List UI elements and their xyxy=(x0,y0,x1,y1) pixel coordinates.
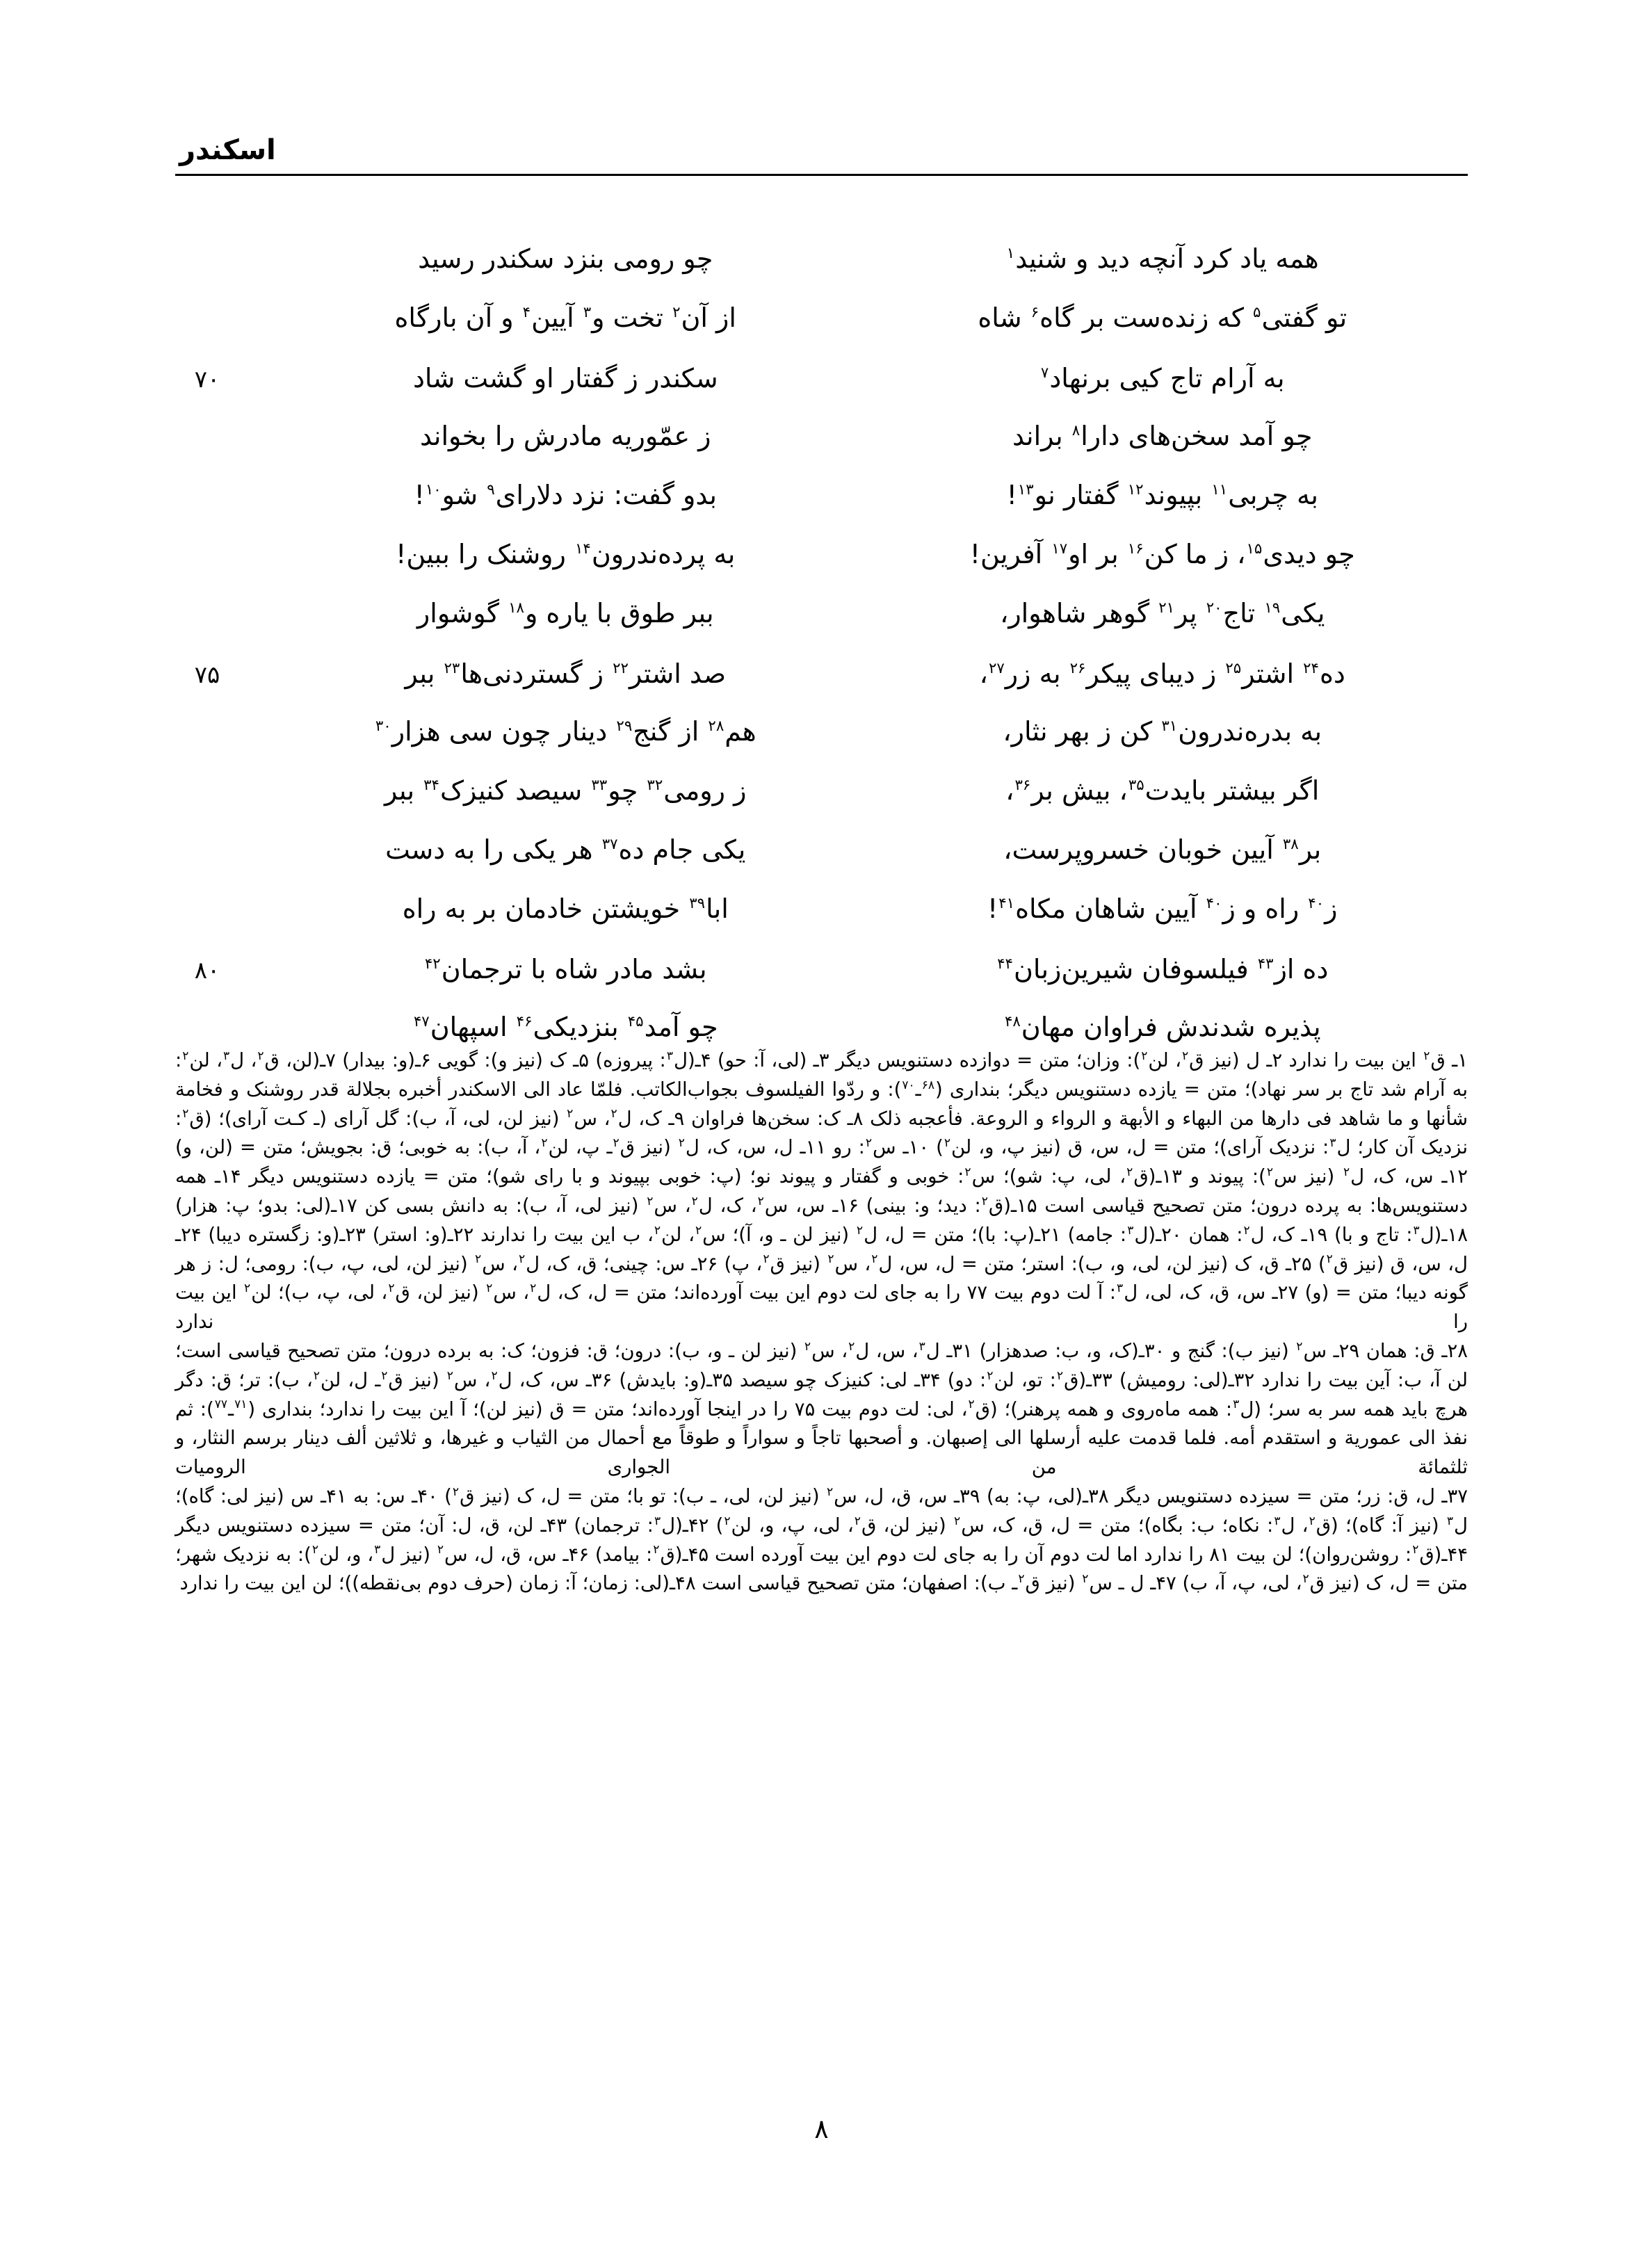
footnote-marker: ۲ xyxy=(182,1048,189,1063)
footnote-marker: ۲ xyxy=(827,1252,834,1267)
verse-hemistich-first: بشد مادر شاه با ترجمان$^{۴۲}$ xyxy=(424,954,707,985)
footnote-marker: ۲ xyxy=(530,1281,537,1296)
footnote-marker: ۲ xyxy=(848,1339,855,1354)
page-number: ۸ xyxy=(814,2114,829,2144)
verse-line-number xyxy=(175,265,239,268)
verse-hemistich-second: اگر بیشتر بایدت$^{۳۵}$، بیش بر$^{۳۶}$، xyxy=(1005,775,1320,806)
verse-row xyxy=(175,836,1468,895)
footnote-marker: ۳۹ xyxy=(689,895,706,913)
footnote-marker: ۳ xyxy=(1117,1281,1124,1296)
footnote-marker: ۷۰ xyxy=(902,1078,915,1092)
critical-apparatus xyxy=(175,1046,1468,1598)
verse-hemistich-second: چو آمد سخن‌های دارا$^۸$ براند xyxy=(1012,421,1313,451)
verse-row xyxy=(175,658,1468,718)
footnote-marker: ۷۷ xyxy=(214,1398,228,1412)
footnote-marker: ۲ xyxy=(244,1281,251,1296)
verse-line-number: ۸۰ xyxy=(194,957,220,985)
footnote-marker: ۱۳ xyxy=(1017,481,1034,499)
footnote-marker: ۲ xyxy=(804,1339,811,1354)
footnote-marker: ۳۴ xyxy=(423,777,439,795)
verse-row xyxy=(175,599,1468,658)
footnote-marker: ۲ xyxy=(388,1281,395,1296)
verse-hemistich-first: چو رومی بنزد سکندر رسید xyxy=(418,243,713,274)
footnote-marker: ۲ xyxy=(257,1048,264,1063)
verse-hemistich-first: به پرده‌ندرون$^{۱۴}$ روشنک را ببین! xyxy=(396,539,736,569)
verse-hemistich-second: بر$^{۳۸}$ آیین خوبان خسروپرست، xyxy=(1003,834,1322,865)
verse-line-number xyxy=(175,560,239,563)
footnote-marker: ۱۰ xyxy=(425,481,442,499)
footnote-marker: ۴۵ xyxy=(627,1013,644,1031)
footnote-marker: ۴۲ xyxy=(424,955,441,973)
header-rule xyxy=(175,174,1468,176)
verse-hemistich-second: به چربی$^{۱۱}$ بپیوند$^{۱۲}$ گفتار نو$^{۱۳}$! xyxy=(1006,480,1318,510)
footnote-marker: ۲ xyxy=(1309,1514,1316,1528)
footnote-marker: ۴۰ xyxy=(1206,895,1222,913)
verse-line-number xyxy=(175,501,239,504)
footnote-marker: ۳ xyxy=(918,1339,925,1354)
footnote-marker: ۱۶ xyxy=(1127,540,1144,558)
footnote-marker: ۲ xyxy=(1412,1543,1419,1557)
footnote-marker: ۲ xyxy=(871,1252,878,1267)
footnote-marker: ۲ xyxy=(856,1223,864,1238)
footnote-marker: ۲ xyxy=(724,1514,731,1528)
footnote-marker: ۲ xyxy=(1302,1572,1309,1587)
footnote-marker: ۲ xyxy=(678,1136,685,1151)
footnote-marker: ۲۵ xyxy=(1225,660,1242,678)
verse-hemistich-second: پذیره شدندش فراوان مهان$^{۴۸}$ xyxy=(1004,1012,1321,1042)
footnote-marker: ۷ xyxy=(1040,364,1049,382)
running-head-area xyxy=(175,136,1468,176)
footnote-marker: ۲ xyxy=(313,1368,320,1383)
verse-hemistich-first: سکندر ز گفتار او گشت شاد xyxy=(412,363,718,394)
footnote-marker: ۴ xyxy=(522,304,531,322)
verse-hemistich-second: چو دیدی$^{۱۵}$، ز ما کن$^{۱۶}$ بر او$^{۱۷}$ آفرین! xyxy=(969,539,1355,569)
footnote-marker: ۲ xyxy=(1126,1165,1133,1180)
footnote-marker: ۲ xyxy=(1266,1165,1274,1180)
verse-hemistich-second: ده$^{۲۴}$ اشتر$^{۲۵}$ ز دیبای پیکر$^{۲۶}$ به زر$^{۲۷}$، xyxy=(979,658,1345,689)
footnote-marker: ۲ xyxy=(1423,1048,1430,1063)
footnote-marker: ۲ xyxy=(672,304,681,322)
footnote-marker: ۱۹ xyxy=(1264,599,1281,617)
verse-row xyxy=(175,718,1468,777)
footnote-marker: ۲ xyxy=(695,1223,702,1238)
footnote-marker: ۲ xyxy=(1018,1572,1025,1587)
footnote-marker: ۳۱ xyxy=(1161,718,1178,736)
verse-hemistich-first: ببر طوق با یاره و$^{۱۸}$ گوشوار xyxy=(416,598,714,629)
footnote-marker: ۴۸ xyxy=(1004,1013,1021,1031)
footnote-marker: ۴۶ xyxy=(516,1013,533,1031)
footnote-marker: ۲ xyxy=(653,1543,660,1557)
footnote-marker: ۲۶ xyxy=(1069,660,1086,678)
footnote-marker: ۳ xyxy=(374,1543,381,1557)
footnote-marker: ۲ xyxy=(987,1368,994,1383)
verse-hemistich-second: به آرام تاج کیی برنهاد$^۷$ xyxy=(1040,363,1285,394)
footnote-marker: ۲ xyxy=(1343,1165,1350,1180)
verse-hemistich-first: یکی جام ده$^{۳۷}$ هر یکی را به دست xyxy=(385,834,746,865)
footnote-marker: ۲ xyxy=(854,1514,861,1528)
footnote-marker: ۲ xyxy=(452,1484,460,1499)
verse-line-number xyxy=(175,619,239,622)
footnote-marker: ۳ xyxy=(222,1048,230,1063)
footnote-marker: ۲۹ xyxy=(616,718,633,736)
footnote-marker: ۳۷ xyxy=(601,836,618,854)
verse-hemistich-first: چو آمد$^{۴۵}$ بنزدیکی$^{۴۶}$ اسپهان$^{۴۷}$ xyxy=(413,1012,718,1042)
verse-line-number xyxy=(175,738,239,740)
footnote-marker: ۲ xyxy=(610,1107,617,1121)
footnote-marker: ۳۰ xyxy=(375,718,391,736)
footnote-marker: ۳ xyxy=(1127,1223,1134,1238)
apparatus-paragraph: ۱ـ ق$^۲$ این بیت را ندارد ۲ـ ل (نیز ق$^۲$، لن$^۲$): وزان؛ متن = دوازده دستنویس دیگر ۳ـ (لی، آ: حو) ۴ـ(ل$^۳$: پیروزه) ۵ـ ک (نیز و): گویی ۶ـ(و: بیدار) ۷ـ(لن، ق$^۲$، ل$^۳$، لن$^۲$: به آرام شد تاج بر سر نهاد)؛ متن = یازده دستنویس دیگر؛ بنداری ($^{۶۸}$ـ$^{۷۰}$): و ردّوا الفیلسوف بجواب‌الکاتب. فلمّا عاد الی الاسکندر أخبره بجلالة قدر روشنک و فخامة شأنها و ما شاهد فی دارها من البهاء و الأبهة و الرواء و الروعة. فأعجبه ذلک ۸ـ ک: سخن‌ها فراوان ۹ـ ک، ل$^۲$، س$^۲$ (نیز لن، لی، آ، ب): گل آرای (ـ کـت آرای)؛ (ق$^۲$: نزدیک آن کار؛ ل$^۳$: نزدیک آرای)؛ متن = ل، س، ق (نیز پ، و، لن$^۲$) ۱۰ـ س$^۲$: رو ۱۱ـ ل، س، ک، ل$^۲$ (نیز ق$^۲$ـ پ، لن$^۲$، آ، ب): به خوبی؛ ق: بجویش؛ متن = (لن، و) xyxy=(175,1048,1468,1159)
footnote-marker: ۲ xyxy=(654,1223,661,1238)
footnote-marker: ۲ xyxy=(865,1136,872,1151)
footnote-marker: ۳ xyxy=(583,304,592,322)
footnote-marker: ۲ xyxy=(437,1543,444,1557)
footnote-marker: ۲ xyxy=(486,1281,493,1296)
footnote-marker: ۲ xyxy=(475,1252,482,1267)
footnote-marker: ۲۸ xyxy=(708,718,725,736)
footnote-marker: ۱۵ xyxy=(1246,540,1263,558)
footnote-marker: ۲ xyxy=(691,1194,698,1208)
verse-line-number xyxy=(175,797,239,800)
verse-hemistich-second: به بدره‌ندرون$^{۳۱}$ کن ز بهر نثار، xyxy=(1003,716,1322,747)
footnote-marker: ۲ xyxy=(613,1136,620,1151)
footnote-marker: ۸ xyxy=(1071,422,1081,440)
footnote-marker: ۲ xyxy=(954,1514,961,1528)
footnote-marker: ۲ xyxy=(567,1107,574,1121)
footnote-marker: ۲ xyxy=(968,1398,975,1412)
footnote-marker: ۳۲ xyxy=(647,777,663,795)
footnote-marker: ۲ xyxy=(1082,1572,1089,1587)
footnote-marker: ۳ xyxy=(1233,1398,1240,1412)
footnote-marker: ۶۸ xyxy=(921,1078,935,1092)
verse-row xyxy=(175,540,1468,599)
verse-hemistich-first: از آن$^۲$ تخت و$^۳$ آیین$^۴$ و آن بارگاه xyxy=(394,302,736,333)
footnote-marker: ۲ xyxy=(541,1136,548,1151)
footnote-marker: ۲۲ xyxy=(613,660,629,678)
footnote-marker: ۱۲ xyxy=(1127,481,1144,499)
footnote-marker: ۲ xyxy=(491,1368,498,1383)
footnote-marker: ۹ xyxy=(487,481,495,499)
footnote-marker: ۲ xyxy=(827,1484,834,1499)
footnote-marker: ۳ xyxy=(1329,1136,1336,1151)
footnote-marker: ۴۷ xyxy=(413,1013,430,1031)
footnote-marker: ۳۸ xyxy=(1282,836,1299,854)
footnote-marker: ۲ xyxy=(964,1165,971,1180)
verse-hemistich-first: هم$^{۲۸}$ از گنج$^{۲۹}$ دینار چون سی هزار$^{۳۰}$ xyxy=(375,716,756,747)
footnote-marker: ۲ xyxy=(1141,1048,1148,1063)
verse-line-number xyxy=(175,1033,239,1036)
footnote-marker: ۵ xyxy=(1253,304,1261,322)
verse-row xyxy=(175,954,1468,1013)
verse-hemistich-second: همه یاد کرد آنچه دید و شنید$^۱$ xyxy=(1006,243,1319,274)
footnote-marker: ۲۴ xyxy=(1303,660,1319,678)
footnote-marker: ۳ xyxy=(1413,1223,1420,1238)
footnote-marker: ۴۳ xyxy=(1257,955,1274,973)
footnote-marker: ۲ xyxy=(311,1543,319,1557)
verse-hemistich-first: صد اشتر$^{۲۲}$ ز گستردنی‌ها$^{۲۳}$ ببر xyxy=(405,658,727,689)
footnote-marker: ۲۱ xyxy=(1158,599,1175,617)
footnote-marker: ۳ xyxy=(1274,1514,1281,1528)
footnote-marker: ۲ xyxy=(981,1194,988,1208)
footnote-marker: ۳۶ xyxy=(1014,777,1031,795)
footnote-marker: ۲ xyxy=(757,1194,764,1208)
verse-line-number: ۷۰ xyxy=(194,366,220,394)
footnote-marker: ۱۸ xyxy=(508,599,524,617)
footnote-marker: ۳۵ xyxy=(1128,777,1144,795)
footnote-marker: ۱۱ xyxy=(1211,481,1228,499)
verse-row xyxy=(175,481,1468,540)
footnote-marker: ۲ xyxy=(1243,1223,1250,1238)
footnote-marker: ۱۴ xyxy=(574,540,591,558)
apparatus-paragraph: ۲۸ـ ق: همان ۲۹ـ س$^۲$ (نیز ب): گنج و ۳۰ـ(ک، و، ب: صدهزار) ۳۱ـ ل$^۳$، س، ل$^۲$، س$^۲$ (نیز لن ـ و، ب): درون؛ ق: فزون؛ ک: به برده درون؛ متن تصحیح قیاسی است؛ لن آ، ب: آین بیت را ندارد ۳۲ـ(لی: رومیش) ۳۳ـ(ق$^۲$: تو، لن$^۲$: دو) ۳۴ـ لی: کنیزک چو سیصد ۳۵ـ(و: بایدش) ۳۶ـ س، ک، ل$^۲$، س$^۲$ (نیز ق$^۲$ـ ل، لن$^۲$، ب): تر؛ ق: دگر هرچ باید همه سر به سر؛ (ل$^۳$: همه ماه‌روی و همه پرهنر)؛ (ق$^۲$، لی: لت دوم بیت ۷۵ را در اینجا آورده‌اند؛ متن = ق (نیز لن)؛ آ این بیت را ندارد؛ بنداری ($^{۷۱}$ـ$^{۷۷}$): ثم نفذ الی عموریة و استقدم أمه. فلما قدمت علیه أرسلها الی إصبهان. و أصحبها تاجاً و سواراً و طوقاً مع أحمال من الثیاب و غیرها، و ثلاثین ألف دینار برسم النثار، و ثلثمائة من الجواری الرومیات xyxy=(175,1339,1468,1479)
verse-line-number xyxy=(175,856,239,859)
verse-row xyxy=(175,895,1468,954)
footnote-marker: ۲ xyxy=(182,1107,189,1121)
verse-row xyxy=(175,304,1468,363)
verse-line-number xyxy=(175,324,239,327)
footnote-marker: ۲۷ xyxy=(988,660,1005,678)
verse-hemistich-first: ز عمّوریه مادرش را بخواند xyxy=(419,421,711,451)
footnote-marker: ۳ xyxy=(1446,1514,1453,1528)
verse-hemistich-first: بدو گفت: نزد دلارای$^۹$ شو$^{۱۰}$! xyxy=(414,480,717,510)
verse-line-number xyxy=(175,915,239,918)
verse-block xyxy=(175,245,1468,1072)
footnote-marker: ۲۳ xyxy=(444,660,460,678)
apparatus-paragraph: ۳۷ـ ل، ق: زر؛ متن = سیزده دستنویس دیگر ۳۸ـ(لی، پ: به) ۳۹ـ س، ق، ل، س$^۲$ (نیز لن، لی، ـ ب): تو با؛ متن = ل، ک (نیز ق$^۲$) ۴۰ـ س: به ۴۱ـ س (نیز لی: گاه)؛ ل$^۳$ (نیز آ: گاه)؛ (ق$^۲$، ل$^۳$: نکاه؛ ب: بگاه)؛ متن = ل، ق، ک، س$^۲$ (نیز لن، ق$^۲$، لی، پ، و، لن$^۲$) ۴۲ـ(ل$^۳$: ترجمان) ۴۳ـ لن، ق، ل: آن؛ متن = سیزده دستنویس دیگر ۴۴ـ(ق$^۲$: روشن‌روان)؛ لن بیت ۸۱ را ندارد اما لت دوم آن را به جای لت دوم این بیت آورده است ۴۵ـ(ق$^۲$: بیامد) ۴۶ـ س، ق، ل، س$^۲$ (نیز ل$^۳$، و، لن$^۲$): به نزدیک شهر؛ متن = ل، ک (نیز ق$^۲$، لی، پ، آ، ب) ۴۷ـ ل ـ س$^۲$ (نیز ق$^۲$ـ ب): اصفهان؛ متن تصحیح قیاسی است ۴۸ـ(لی: زمان؛ آ: زمان (حرف دوم بی‌نقطه))؛ لن این بیت را ندارد xyxy=(175,1484,1468,1595)
verse-hemistich-second: تو گفتی$^۵$ که زنده‌ست بر گاه$^۶$ شاه xyxy=(978,302,1347,333)
verse-hemistich-first: ابا$^{۳۹}$ خویشتن خادمان بر به راه xyxy=(402,893,729,924)
footnote-marker: ۳ xyxy=(666,1048,673,1063)
verse-hemistich-second: یکی$^{۱۹}$ تاج$^{۲۰}$ پر$^{۲۱}$ گوهر شاهوار، xyxy=(1000,598,1325,629)
footnote-marker: ۲ xyxy=(763,1252,770,1267)
footnote-marker: ۴۴ xyxy=(997,955,1013,973)
running-head-title: اسکندر xyxy=(179,134,276,166)
verse-hemistich-second: ده از$^{۴۳}$ فیلسوفان شیرین‌زبان$^{۴۴}$ xyxy=(997,954,1329,985)
footnote-marker: ۱ xyxy=(1006,245,1015,263)
verse-line-number: ۷۵ xyxy=(194,661,220,689)
footnote-marker: ۷۱ xyxy=(234,1398,248,1412)
verse-line-number xyxy=(175,442,239,445)
footnote-marker: ۲۰ xyxy=(1206,599,1222,617)
apparatus-paragraph: ۱۲ـ س، ک، ل$^۲$ (نیز س$^۲$): پیوند و ۱۳ـ(ق$^۲$، لی، پ: شو)؛ س$^۲$: خوبی و گفتار و پیوند نو؛ (پ: خوبی بپیوند و با رای شو)؛ متن = یازده دستنویس دیگر ۱۴ـ همه دستنویس‌ها: به پرده درون؛ متن تصحیح قیاسی است ۱۵ـ(ق$^۲$: دید؛ و: بینی) ۱۶ـ س، س$^۲$، ک، ل$^۲$، س$^۲$ (نیز لی، آ، ب): به دانش بسی کن ۱۷ـ(لی: بدو؛ پ: هزار) ۱۸ـ(ل$^۳$: تاج و با) ۱۹ـ ک، ل$^۲$: همان ۲۰ـ(ل$^۳$: جامه) ۲۱ـ(پ: با)؛ متن = ل، ل$^۲$ (نیز لن ـ و، آ)؛ س$^۲$، لن$^۲$، ب این بیت را ندارند ۲۲ـ(و: استر) ۲۳ـ(و: زگستره دیبا) ۲۴ـ ل، س، ق (نیز ق$^۲$) ۲۵ـ ق، ک (نیز لن، لی، و، ب): استر؛ متن = ل، س، ل$^۲$، س$^۲$ (نیز ق$^۲$، پ) ۲۶ـ س: چینی؛ ق، ک، ل$^۲$، س$^۲$ (نیز لن، لی، پ، ب): رومی؛ ل: ز هر گونه دیبا؛ متن = (و) ۲۷ـ س، ق، ک، لی، ل$^۳$: آ لت دوم بیت ۷۷ را به جای لت دوم این بیت آورده‌اند؛ متن = ل، ک، ل$^۲$، س$^۲$ (نیز لن، ق$^۲$، لی، پ، ب)؛ لن$^۲$ این بیت را ندارد xyxy=(175,1165,1468,1334)
verse-row xyxy=(175,245,1468,304)
footnote-marker: ۲ xyxy=(944,1136,950,1151)
footnote-marker: ۱۷ xyxy=(1051,540,1068,558)
footnote-marker: ۳ xyxy=(654,1514,661,1528)
footnote-marker: ۲ xyxy=(647,1194,654,1208)
footnote-marker: ۲ xyxy=(1181,1048,1189,1063)
footnote-marker: ۲ xyxy=(1056,1368,1064,1383)
footnote-marker: ۲ xyxy=(518,1252,526,1267)
footnote-marker: ۲ xyxy=(1296,1339,1303,1354)
footnote-marker: ۶ xyxy=(1030,304,1039,322)
verse-hemistich-first: ز رومی$^{۳۲}$ چو$^{۳۳}$ سیصد کنیزک$^{۳۴}$ ببر xyxy=(385,775,747,806)
footnote-marker: ۴۰ xyxy=(1308,895,1325,913)
verse-row xyxy=(175,777,1468,836)
footnote-marker: ۲ xyxy=(381,1368,388,1383)
verse-row xyxy=(175,422,1468,481)
footnote-marker: ۲ xyxy=(1326,1252,1333,1267)
verse-row xyxy=(175,363,1468,422)
verse-hemistich-second: ز$^{۴۰}$ راه و ز$^{۴۰}$ آیین شاهان مکاه$^{۴۱}$! xyxy=(987,893,1338,924)
footnote-marker: ۳۳ xyxy=(591,777,608,795)
footnote-marker: ۴۱ xyxy=(998,895,1015,913)
footnote-marker: ۲ xyxy=(446,1368,453,1383)
